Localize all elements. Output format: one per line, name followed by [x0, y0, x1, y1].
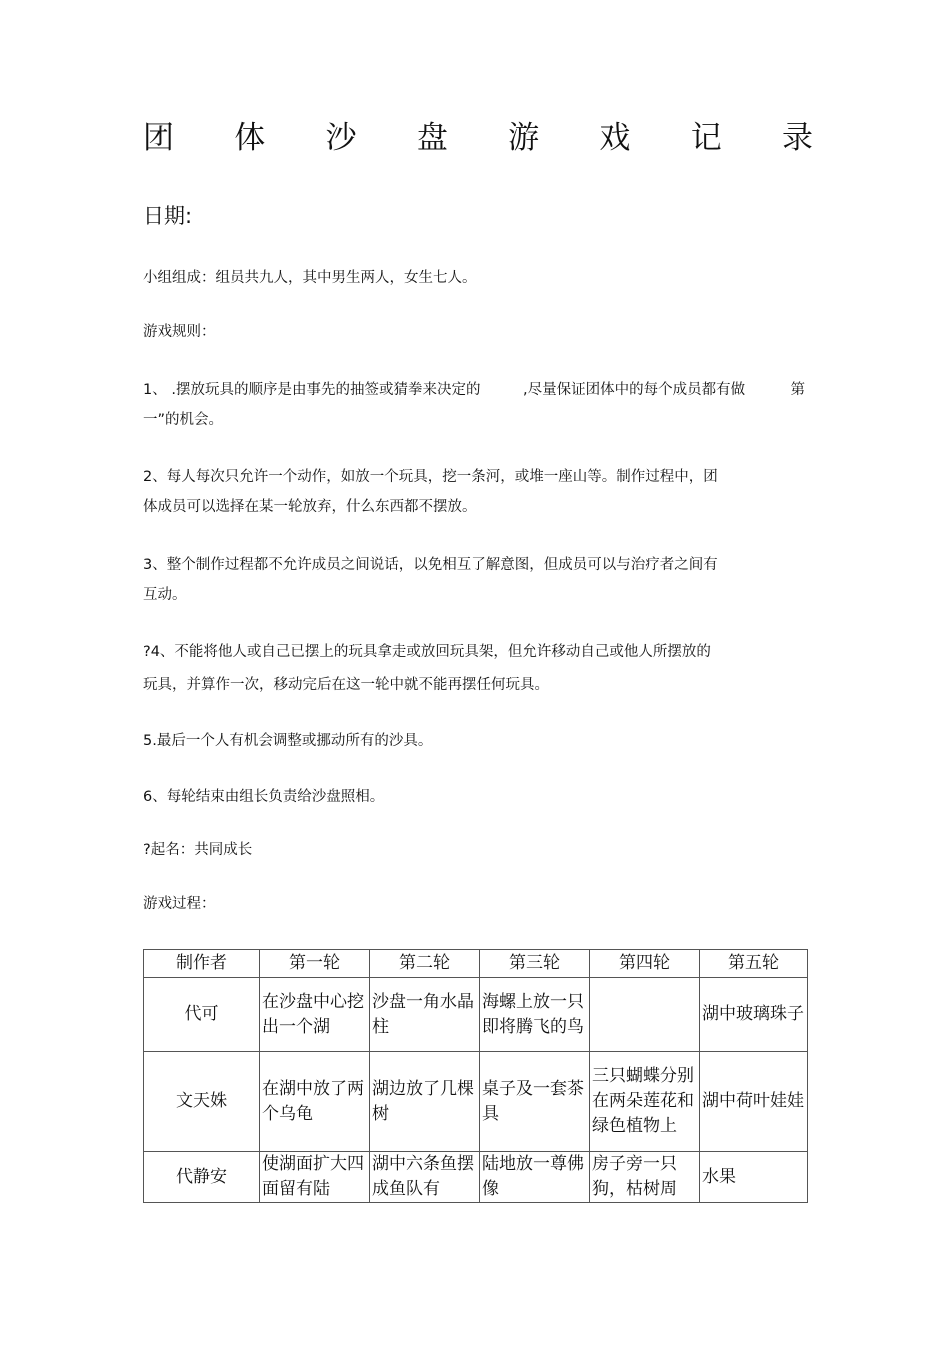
date-label: 日期:: [143, 204, 193, 228]
table-cell: 水果: [700, 1152, 808, 1203]
title-char: 盘: [416, 120, 448, 156]
table-cell: 海螺上放一只即将腾飞的鸟: [480, 978, 590, 1052]
rule-4-line-2: 玩具，并算作一次，移动完后在这一轮中就不能再摆任何玩具。: [143, 677, 549, 693]
table-cell: [260, 1152, 370, 1203]
table-cell-text: 房子旁一只狗，枯树周: [592, 1154, 677, 1199]
page-title: [143, 112, 813, 157]
table-row: [144, 978, 808, 1052]
table-cell-text: 湖中六条鱼摆成鱼队有: [372, 1154, 474, 1199]
maker-cell: 代静安: [144, 1152, 260, 1203]
title-char: 团: [143, 120, 174, 156]
table-cell: 湖中玻璃珠子: [700, 978, 808, 1052]
column-header: 第三轮: [480, 950, 590, 978]
table-cell: 桌子及一套茶具: [480, 1052, 590, 1152]
column-header: 第四轮: [590, 950, 700, 978]
rule-1-part-2: ,尽量保证团体中的每个成员都有做: [523, 382, 746, 398]
column-header: 第一轮: [260, 950, 370, 978]
process-heading: 游戏过程：: [143, 896, 216, 912]
rule-2-line-1: 2、每人每次只允许一个动作，如放一个玩具，挖一条河，或堆一座山等。制作过程中，团: [143, 469, 718, 485]
table-cell: [590, 978, 700, 1052]
title-char: 戏: [599, 120, 631, 156]
maker-cell: 代可: [144, 978, 260, 1052]
rule-1-part-1: 1、 .摆放玩具的顺序是由事先的抽签或猜拳来决定的: [143, 382, 481, 398]
column-header: 第五轮: [700, 950, 808, 978]
table-cell: [370, 1152, 480, 1203]
rule-6: 6、每轮结束由组长负责给沙盘照相。: [143, 789, 385, 805]
rule-1-part-3: 第: [790, 382, 805, 398]
naming-line: ?起名：共同成长: [143, 842, 253, 858]
rules-heading: 游戏规则：: [143, 324, 216, 340]
rule-4-line-1: ?4、不能将他人或自己已摆上的玩具拿走或放回玩具架，但允许移动自己或他人所摆放的: [143, 644, 711, 660]
record-table: [143, 949, 808, 1203]
table-row: [144, 1152, 808, 1203]
rule-5: 5.最后一个人有机会调整或挪动所有的沙具。: [143, 733, 433, 749]
table-cell: 在沙盘中心挖出一个湖: [260, 978, 370, 1052]
title-char: 沙: [325, 120, 357, 156]
table-cell: 湖边放了几棵树: [370, 1052, 480, 1152]
group-info: 小组组成：组员共九人，其中男生两人，女生七人。: [143, 270, 477, 286]
maker-cell: 文天姝: [144, 1052, 260, 1152]
table-cell-text: 使湖面扩大四面留有陆: [262, 1154, 364, 1199]
column-header: 第二轮: [370, 950, 480, 978]
rule-3-line-1: 3、整个制作过程都不允许成员之间说话，以免相互了解意图，但成员可以与治疗者之间有: [143, 557, 718, 573]
rule-1-line-2: 一”的机会。: [143, 412, 224, 428]
table-cell: 三只蝴蝶分别在两朵莲花和绿色植物上: [590, 1052, 700, 1152]
title-char: 游: [508, 120, 540, 156]
title-char: 记: [690, 120, 722, 156]
table-cell: [480, 1152, 590, 1203]
table-row: [144, 1052, 808, 1152]
title-char: 录: [781, 120, 813, 156]
rule-1-line-1: [143, 378, 813, 399]
title-char: 体: [234, 120, 266, 156]
table-cell: [590, 1152, 700, 1203]
table-header-row: [144, 950, 808, 978]
column-header: 制作者: [144, 950, 260, 978]
table-cell: 湖中荷叶娃娃: [700, 1052, 808, 1152]
table-cell: 在湖中放了两个乌龟: [260, 1052, 370, 1152]
table-cell: 沙盘一角水晶柱: [370, 978, 480, 1052]
table-cell-text: 陆地放一尊佛像: [482, 1154, 584, 1199]
rule-3-line-2: 互动。: [143, 587, 187, 603]
rule-2-line-2: 体成员可以选择在某一轮放弃，什么东西都不摆放。: [143, 499, 477, 515]
